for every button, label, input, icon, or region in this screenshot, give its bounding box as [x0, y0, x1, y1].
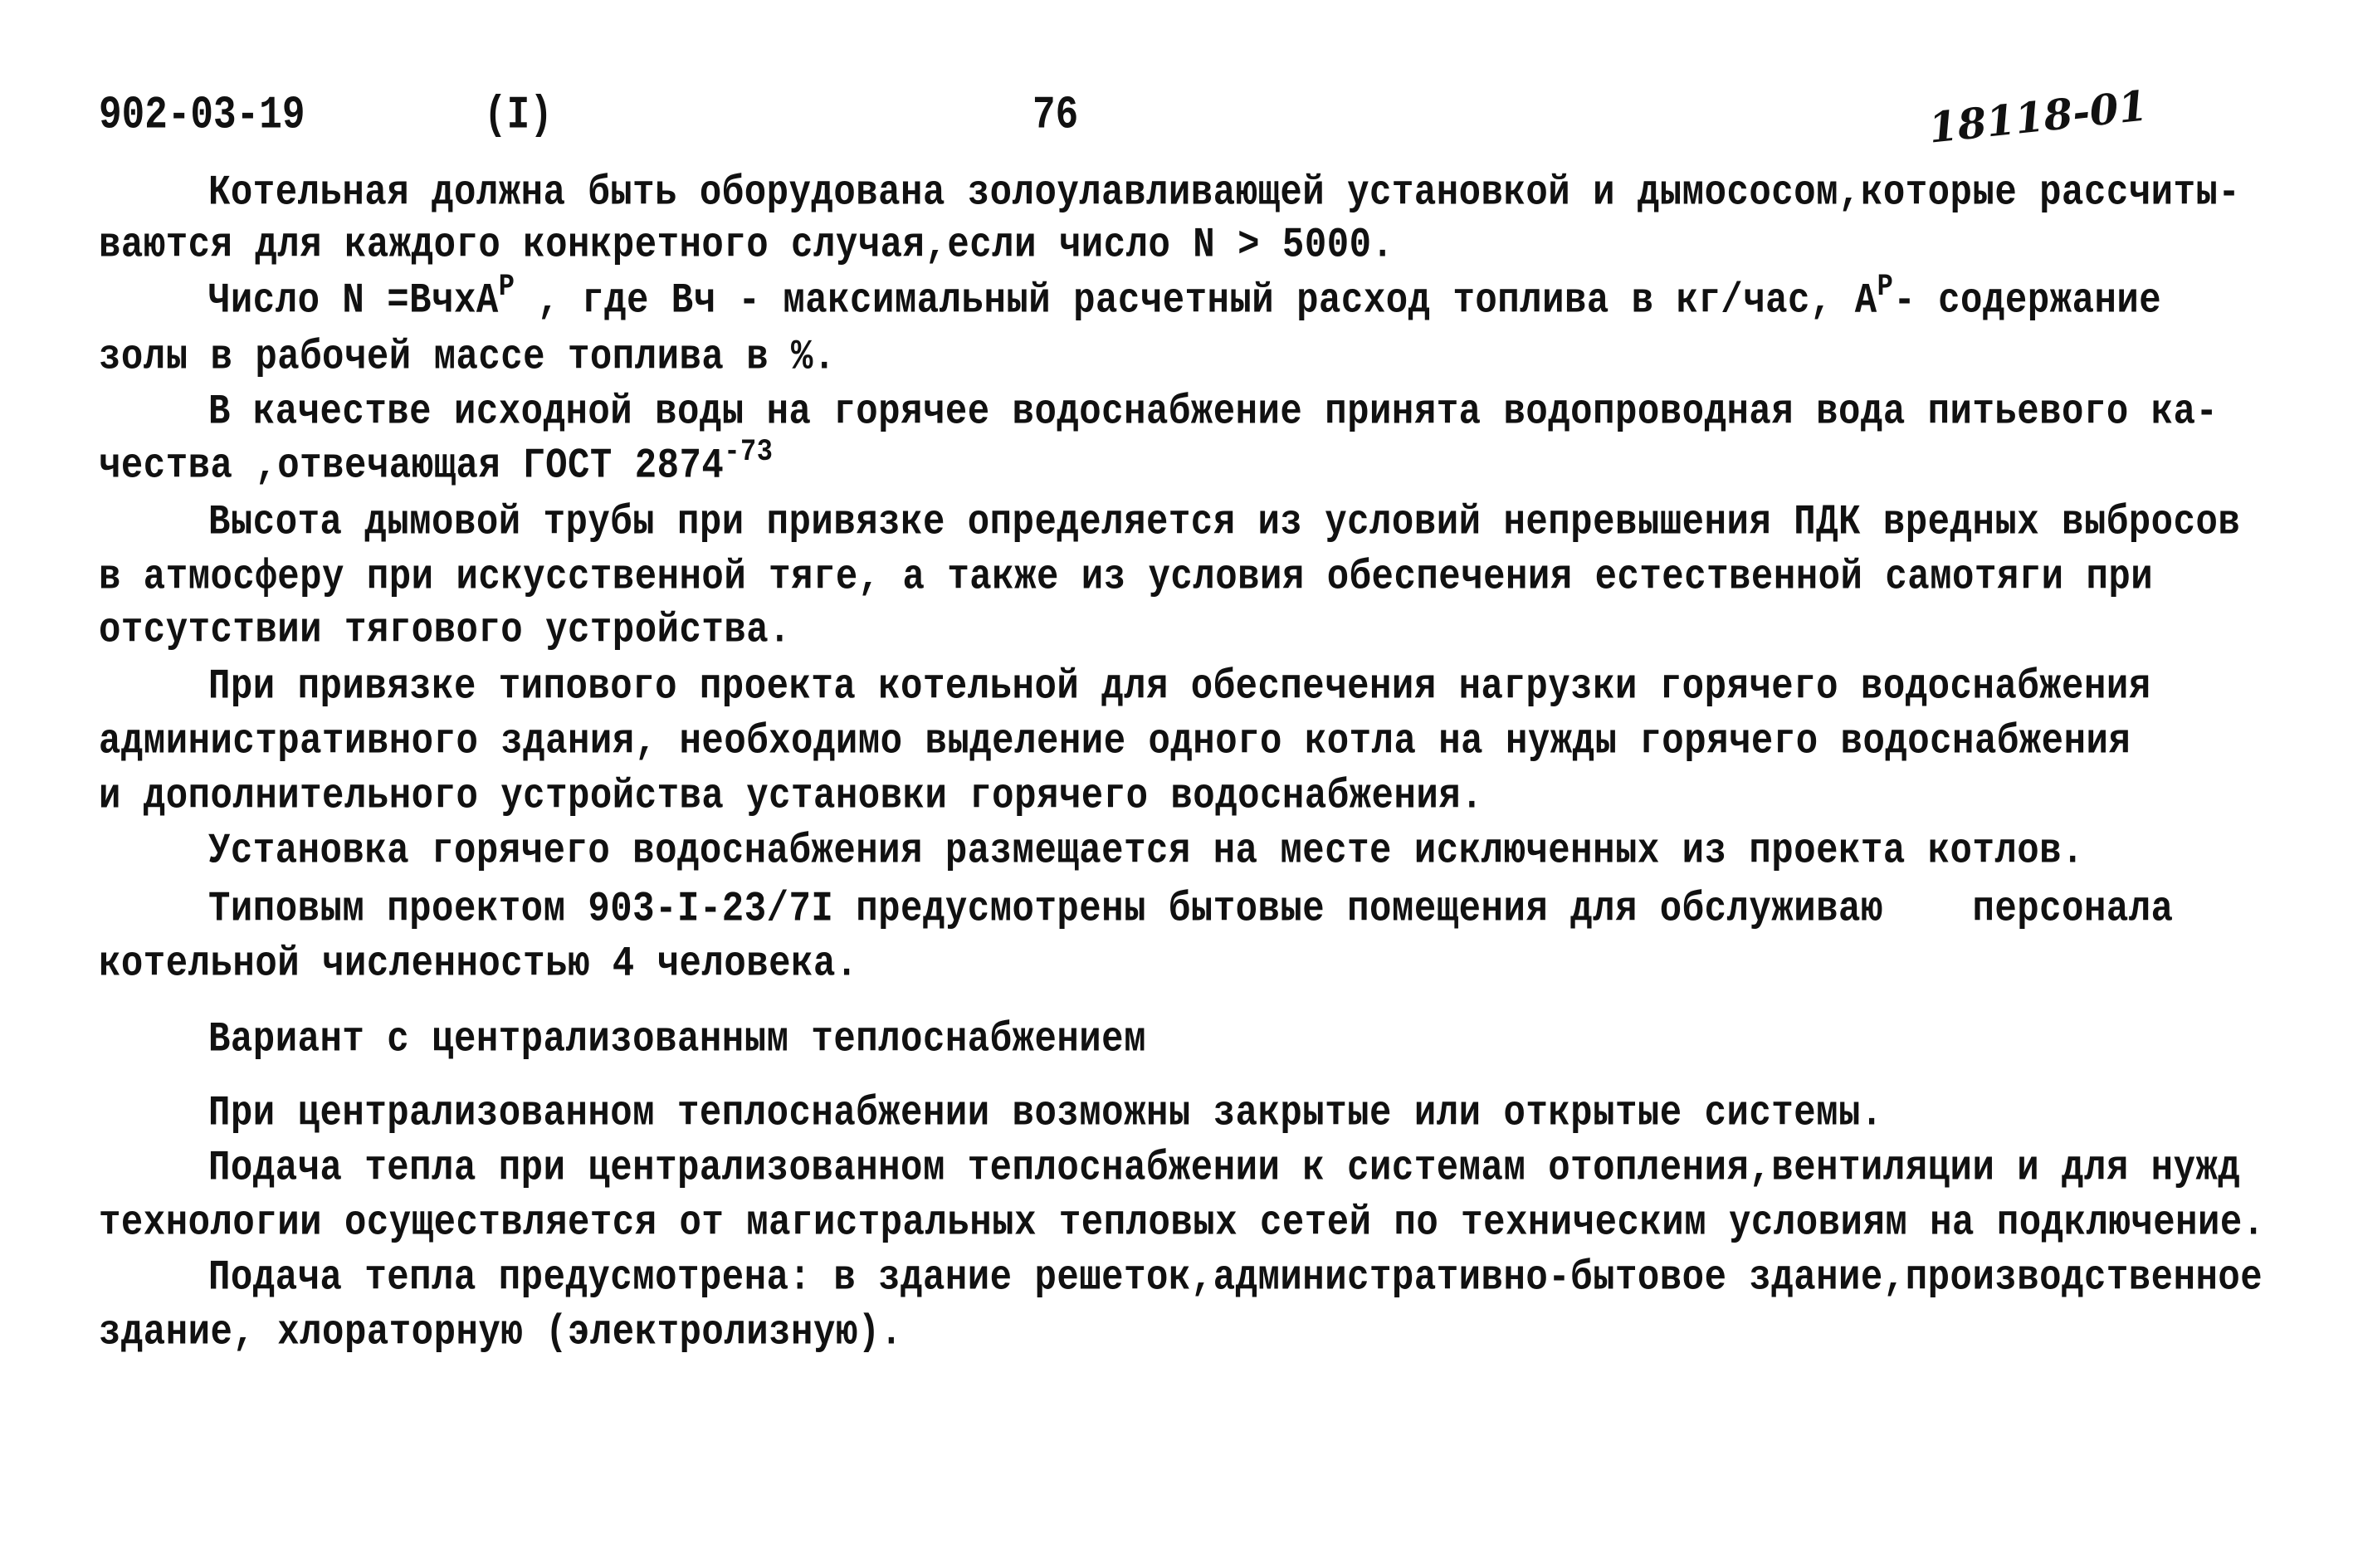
formula-text: , где Вч - максимальный расчетный расход топлива в кг/час, A: [515, 277, 1877, 325]
handwritten-number: 18118-01: [1926, 81, 2150, 153]
text-line: и дополнительного устройства установки горячего водоснабжения.: [99, 773, 1484, 821]
text-line: отсутствии тягового устройства.: [99, 607, 792, 655]
page-number: 76: [1032, 90, 1079, 142]
superscript: P: [498, 268, 515, 305]
text-line: Котельная должна быть оборудована золоулавливающей установкой и дымососом,которые рассчиты-: [208, 169, 2241, 217]
text-line: котельной численностью 4 человека.: [99, 940, 858, 989]
text-line: ваются для каждого конкретного случая,если число N > 5000.: [99, 222, 1394, 270]
formula-text: - содержание: [1893, 277, 2162, 325]
text-line: административного здания, необходимо выделение одного котла на нужды горячего водоснабжения: [99, 718, 2131, 766]
formula-text: Число N =BчxA: [208, 277, 499, 325]
text-line: Типовым проектом 903-I-23/7I предусмотрены бытовые помещения для обслуживаю персонала: [208, 886, 2174, 934]
text-line: золы в рабочей массе топлива в %.: [99, 334, 836, 382]
text-line: При централизованном теплоснабжении возможны закрытые или открытые системы.: [208, 1090, 1883, 1138]
text-line: В качестве исходной воды на горячее водоснабжение принята водопроводная вода питьевого ка-: [208, 388, 2219, 437]
section-heading: Вариант с централизованным теплоснабжением: [208, 1016, 1146, 1064]
text-line: Установка горячего водоснабжения размещается на месте исключенных из проекта котлов.: [208, 828, 2084, 876]
part-number: (I): [484, 90, 553, 142]
text-line: технологии осуществляется от магистральных тепловых сетей по техническим условиям на подключение.: [99, 1199, 2265, 1248]
text-line: При привязке типового проекта котельной для обеспечения нагрузки горячего водоснабжения: [208, 663, 2151, 711]
text-line: [99, 433, 774, 491]
text-line: Подача тепла предусмотрена: в здание решеток,административно-бытовое здание,производственное: [208, 1254, 2263, 1302]
superscript: P: [1877, 268, 1894, 305]
text-line: Подача тепла при централизованном теплоснабжении к системам отопления,вентиляции и для нужд: [208, 1145, 2241, 1193]
text-line: Высота дымовой трубы при привязке определяется из условий непревышения ПДК вредных выбросов: [208, 499, 2241, 547]
text-line: в атмосферу при искусственной тяге, а также из условия обеспечения естественной самотяги при: [99, 554, 2154, 602]
superscript: -73: [724, 433, 774, 470]
document-code: 902-03-19: [99, 90, 305, 142]
text-line-formula: [208, 268, 2162, 326]
text-line: здание, хлораторную (электролизную).: [99, 1309, 903, 1357]
standard-text: чества ,отвечающая ГОСТ 2874: [99, 442, 725, 491]
